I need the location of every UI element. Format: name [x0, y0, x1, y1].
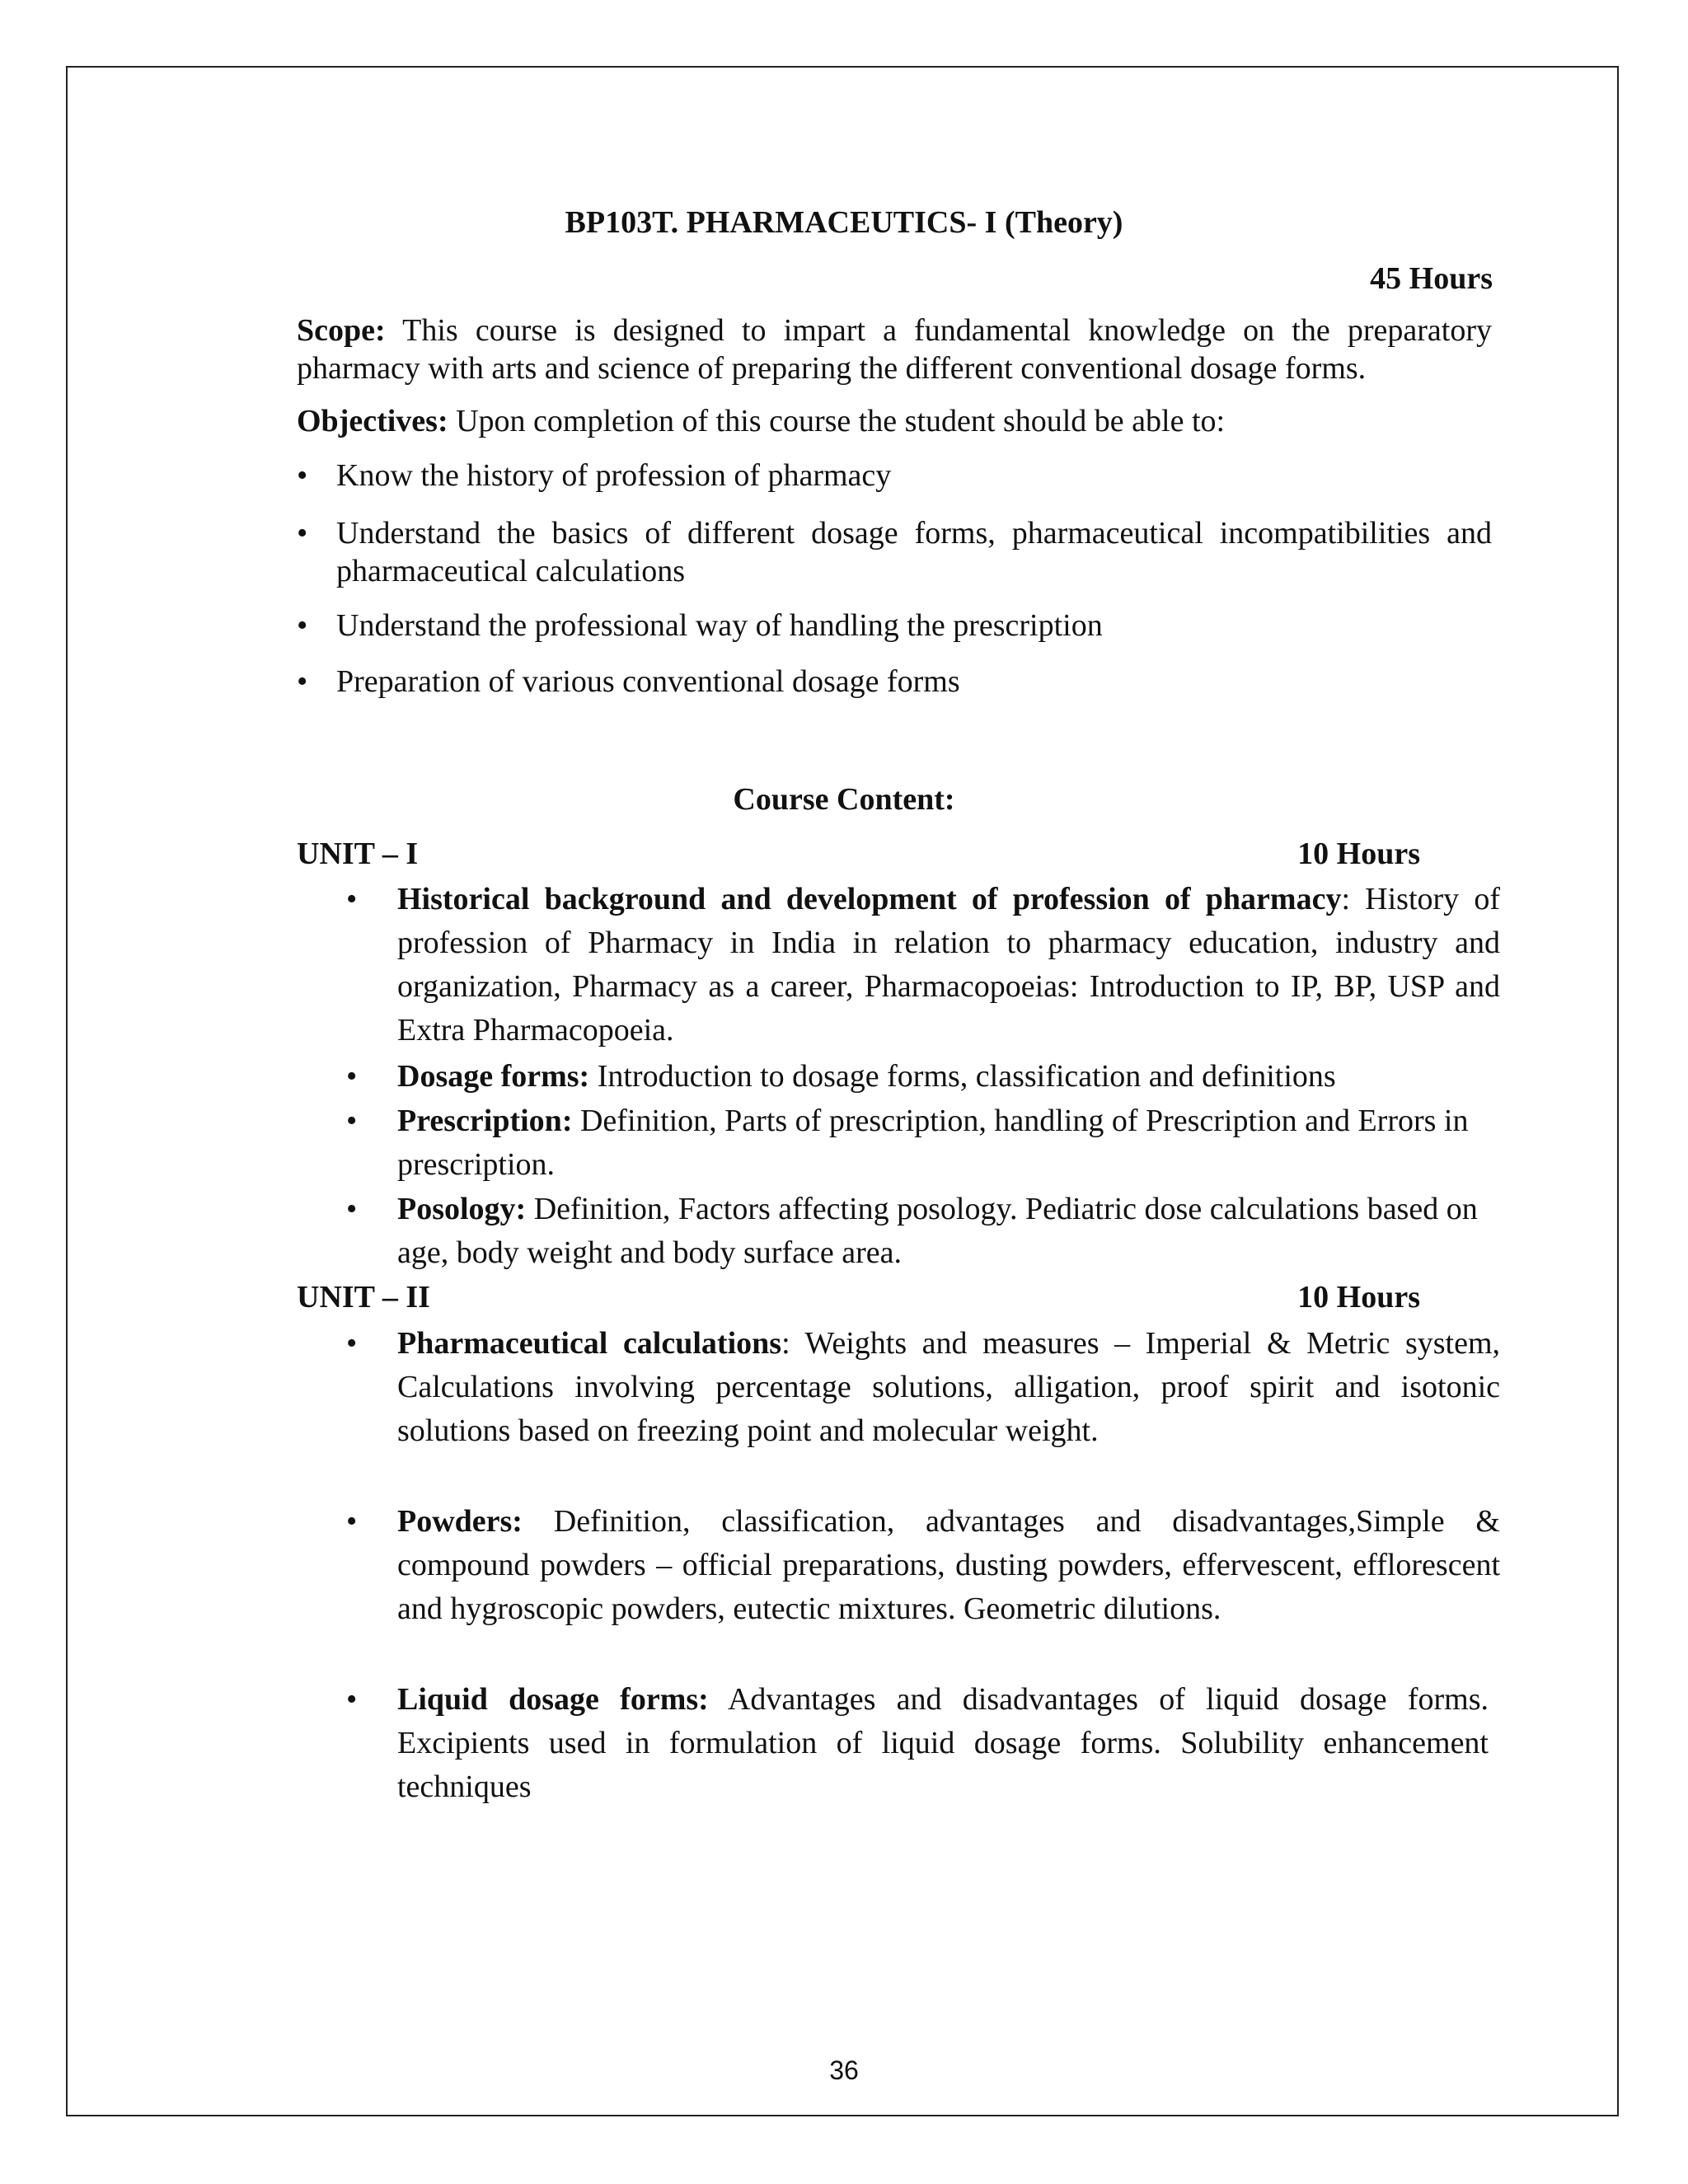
topic-body: Introduction to dosage forms, classification and definitions	[589, 1059, 1336, 1094]
topic-body: : History of profession of Pharmacy in India in relation to pharmacy education, industry and organization, Pharmacy as a career, Pharmacopoeias: Introduction to IP, BP, USP and Extra Pharmacopoeia.	[397, 882, 1500, 1047]
objectives-label: Objectives:	[297, 404, 448, 438]
objectives-paragraph	[297, 402, 1492, 440]
unit-1-title: UNIT – I	[297, 837, 419, 871]
topic-body: Definition, Parts of prescription, handling of Prescription and Errors in prescription.	[397, 1104, 1469, 1182]
unit-1-hours: 10 Hours	[1297, 837, 1420, 871]
topic-heading: Pharmaceutical calculations	[397, 1326, 782, 1361]
list-item	[297, 457, 1492, 494]
list-item	[297, 663, 1492, 701]
topic-body: Definition, classification, advantages and disadvantages,Simple & compound powders – official preparations, dusting powders, effervescent, efflorescent and hygroscopic powders, eutectic mixtures. Geometric dilutions.	[397, 1504, 1500, 1626]
topic-body: Advantages and disadvantages of liquid dosage forms. Excipients used in formulation of liquid dosage forms. Solubility enhancement techniques	[397, 1682, 1489, 1804]
list-item	[346, 1500, 1500, 1631]
unit-2-hours: 10 Hours	[1297, 1280, 1420, 1315]
topic-heading: Powders:	[397, 1504, 523, 1539]
bullet-icon: •	[346, 1504, 358, 1539]
bullet-icon: •	[297, 608, 308, 643]
list-item	[346, 1188, 1500, 1275]
bullet-icon: •	[297, 516, 308, 551]
objective-text: Understand the basics of different dosage forms, pharmaceutical incompatibilities and pharmaceutical calculations	[336, 516, 1492, 588]
scope-text: This course is designed to impart a fundamental knowledge on the preparatory pharmacy with arts and science of preparing the different conventional dosage forms.	[297, 313, 1492, 386]
list-item	[346, 878, 1500, 1052]
topic-heading: Liquid dosage forms:	[397, 1682, 709, 1717]
topic-body: Definition, Factors affecting posology. Pediatric dose calculations based on age, body weight and body surface area.	[397, 1192, 1478, 1270]
objective-text: Understand the professional way of handling the prescription	[336, 608, 1103, 643]
topic-heading: Posology:	[397, 1192, 527, 1226]
topic-heading: Historical background and development of profession of pharmacy	[397, 882, 1342, 916]
objective-text: Preparation of various conventional dosage forms	[336, 664, 960, 699]
page-number: 36	[829, 2055, 859, 2085]
bullet-icon: •	[346, 1682, 358, 1717]
list-item	[297, 514, 1492, 590]
list-item	[346, 1322, 1500, 1453]
topic-heading: Prescription:	[397, 1104, 573, 1138]
topic-body: : Weights and measures – Imperial & Metric system, Calculations involving percentage solutions, alligation, proof spirit and isotonic solutions based on freezing point and molecular weight.	[397, 1326, 1500, 1448]
list-item	[346, 1678, 1489, 1809]
course-content-heading: Course Content:	[733, 782, 955, 817]
objective-text: Know the history of profession of pharmacy	[336, 458, 892, 493]
bullet-icon: •	[346, 882, 358, 916]
objectives-text: Upon completion of this course the student should be able to:	[448, 404, 1226, 438]
bullet-icon: •	[297, 458, 308, 493]
bullet-icon: •	[346, 1059, 358, 1094]
bullet-icon: •	[346, 1192, 358, 1226]
bullet-icon: •	[297, 664, 308, 699]
total-hours: 45 Hours	[1370, 261, 1493, 296]
scope-paragraph	[297, 312, 1492, 387]
list-item	[346, 1055, 1500, 1099]
course-title: BP103T. PHARMACEUTICS- I (Theory)	[565, 205, 1123, 240]
unit-2-title: UNIT – II	[297, 1280, 430, 1315]
bullet-icon: •	[346, 1104, 358, 1138]
scope-label: Scope:	[297, 313, 386, 348]
topic-heading: Dosage forms:	[397, 1059, 590, 1094]
list-item	[297, 607, 1492, 644]
list-item	[346, 1099, 1500, 1187]
bullet-icon: •	[346, 1326, 358, 1361]
